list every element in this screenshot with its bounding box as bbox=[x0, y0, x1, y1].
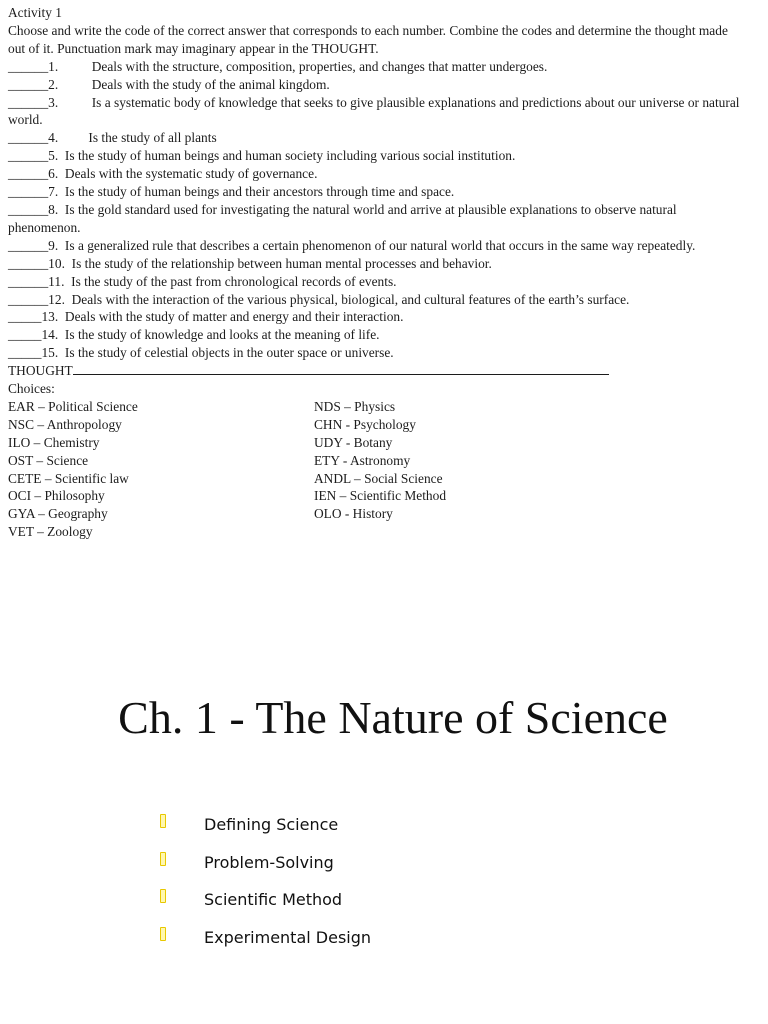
answer-blank: ______9. bbox=[8, 237, 59, 253]
choices-right-column bbox=[314, 398, 446, 523]
choice-item: NSC – Anthropology bbox=[8, 416, 122, 432]
choice-item: OLO - History bbox=[314, 506, 393, 522]
thought-label: THOUGHT bbox=[8, 363, 73, 379]
choice-item: OST – Science bbox=[8, 452, 89, 468]
answer-blank: _____14. bbox=[8, 327, 59, 343]
bullet-icon bbox=[160, 814, 166, 828]
choice-item: VET – Zoology bbox=[8, 524, 93, 540]
question-item bbox=[8, 308, 743, 326]
question-text: Is the study of celestial objects in the outer space or universe. bbox=[64, 345, 394, 361]
answer-blank: ______2. bbox=[8, 76, 59, 92]
question-item bbox=[8, 58, 743, 76]
question-text: Deals with the interaction of the various physical, biological, and cultural features of the earth’s surface. bbox=[71, 291, 630, 307]
answer-blank: _____13. bbox=[8, 309, 59, 325]
question-text: Is the study of the past from chronological records of events. bbox=[71, 273, 397, 289]
question-text: Is the study of the relationship between human mental processes and behavior. bbox=[71, 255, 492, 271]
question-text: Is the study of human beings and their ancestors through time and space. bbox=[64, 184, 455, 200]
answer-blank: _____15. bbox=[8, 345, 59, 361]
question-item bbox=[8, 291, 743, 309]
choice-item: GYA – Geography bbox=[8, 506, 108, 522]
question-text: Deals with the study of the animal kingdom. bbox=[91, 76, 330, 92]
bullet-text: Defining Science bbox=[204, 815, 339, 834]
choice-item: ETY - Astronomy bbox=[314, 452, 411, 468]
thought-answer-line[interactable] bbox=[73, 362, 609, 375]
question-text: Deals with the study of matter and energy and their interaction. bbox=[64, 309, 404, 325]
answer-blank: ______7. bbox=[8, 184, 59, 200]
answer-blank: ______12. bbox=[8, 291, 65, 307]
question-text: Is the study of human beings and human society including various social institution. bbox=[64, 148, 516, 164]
question-text: Is the study of knowledge and looks at the meaning of life. bbox=[64, 327, 380, 343]
bullet-icon bbox=[160, 889, 166, 903]
answer-blank: ______5. bbox=[8, 148, 59, 164]
choice-item: IEN – Scientific Method bbox=[314, 488, 447, 504]
question-item bbox=[8, 183, 743, 201]
question-item bbox=[8, 76, 743, 94]
answer-blank: ______11. bbox=[8, 273, 65, 289]
question-text: Deals with the structure, composition, properties, and changes that matter undergoes. bbox=[91, 58, 548, 74]
question-item bbox=[8, 326, 743, 344]
answer-blank: ______8. bbox=[8, 201, 59, 217]
answer-blank: ______4. bbox=[8, 130, 59, 146]
question-item bbox=[8, 255, 743, 273]
activity-document bbox=[8, 4, 743, 542]
bullet-icon bbox=[160, 927, 166, 941]
choice-item: ANDL – Social Science bbox=[314, 470, 443, 486]
choices-table bbox=[8, 398, 743, 542]
question-item bbox=[8, 237, 743, 255]
choice-item: CETE – Scientific law bbox=[8, 470, 129, 486]
choice-item: CHN - Psychology bbox=[314, 416, 416, 432]
question-item bbox=[8, 147, 743, 165]
question-text: Deals with the systematic study of governance. bbox=[64, 166, 318, 182]
answer-blank: ______3. bbox=[8, 94, 59, 110]
thought-row bbox=[8, 362, 743, 380]
bullet-text: Scientific Method bbox=[204, 890, 343, 909]
answer-blank: ______6. bbox=[8, 166, 59, 182]
bullet-icon bbox=[160, 852, 166, 866]
question-item bbox=[8, 94, 743, 130]
question-text: Is the gold standard used for investigating the natural world and arrive at plausible explanations to observe natural phenomenon. bbox=[8, 201, 677, 235]
choice-item: NDS – Physics bbox=[314, 398, 396, 414]
choice-item: ILO – Chemistry bbox=[8, 434, 100, 450]
answer-blank: ______1. bbox=[8, 58, 59, 74]
choice-item: EAR – Political Science bbox=[8, 398, 138, 414]
bullet-text: Experimental Design bbox=[204, 927, 372, 947]
question-item bbox=[8, 273, 743, 291]
question-item bbox=[8, 129, 743, 147]
bullet-text: Problem-Solving bbox=[204, 852, 334, 872]
choice-item: OCI – Philosophy bbox=[8, 488, 105, 504]
choices-label: Choices: bbox=[8, 381, 55, 397]
question-item bbox=[8, 344, 743, 362]
slide-title: Ch. 1 - The Nature of Science bbox=[118, 692, 668, 743]
activity-instructions: Choose and write the code of the correct answer that corresponds to each number. Combine the codes and determine the thought made out of it. Punctuation mark may imaginary appear in the THOUGHT. bbox=[8, 22, 728, 56]
choices-left-column bbox=[8, 398, 138, 541]
question-text: Is the study of all plants bbox=[88, 130, 217, 146]
activity-title: Activity 1 bbox=[8, 5, 62, 20]
question-text: Is a generalized rule that describes a certain phenomenon of our natural world that occurs in the same way repeatedly. bbox=[64, 237, 696, 253]
question-item bbox=[8, 201, 743, 237]
choice-item: UDY - Botany bbox=[314, 434, 393, 450]
answer-blank: ______10. bbox=[8, 255, 65, 271]
question-item bbox=[8, 165, 743, 183]
question-text: Is a systematic body of knowledge that seeks to give plausible explanations and predictions about our universe or natural world. bbox=[8, 94, 740, 128]
